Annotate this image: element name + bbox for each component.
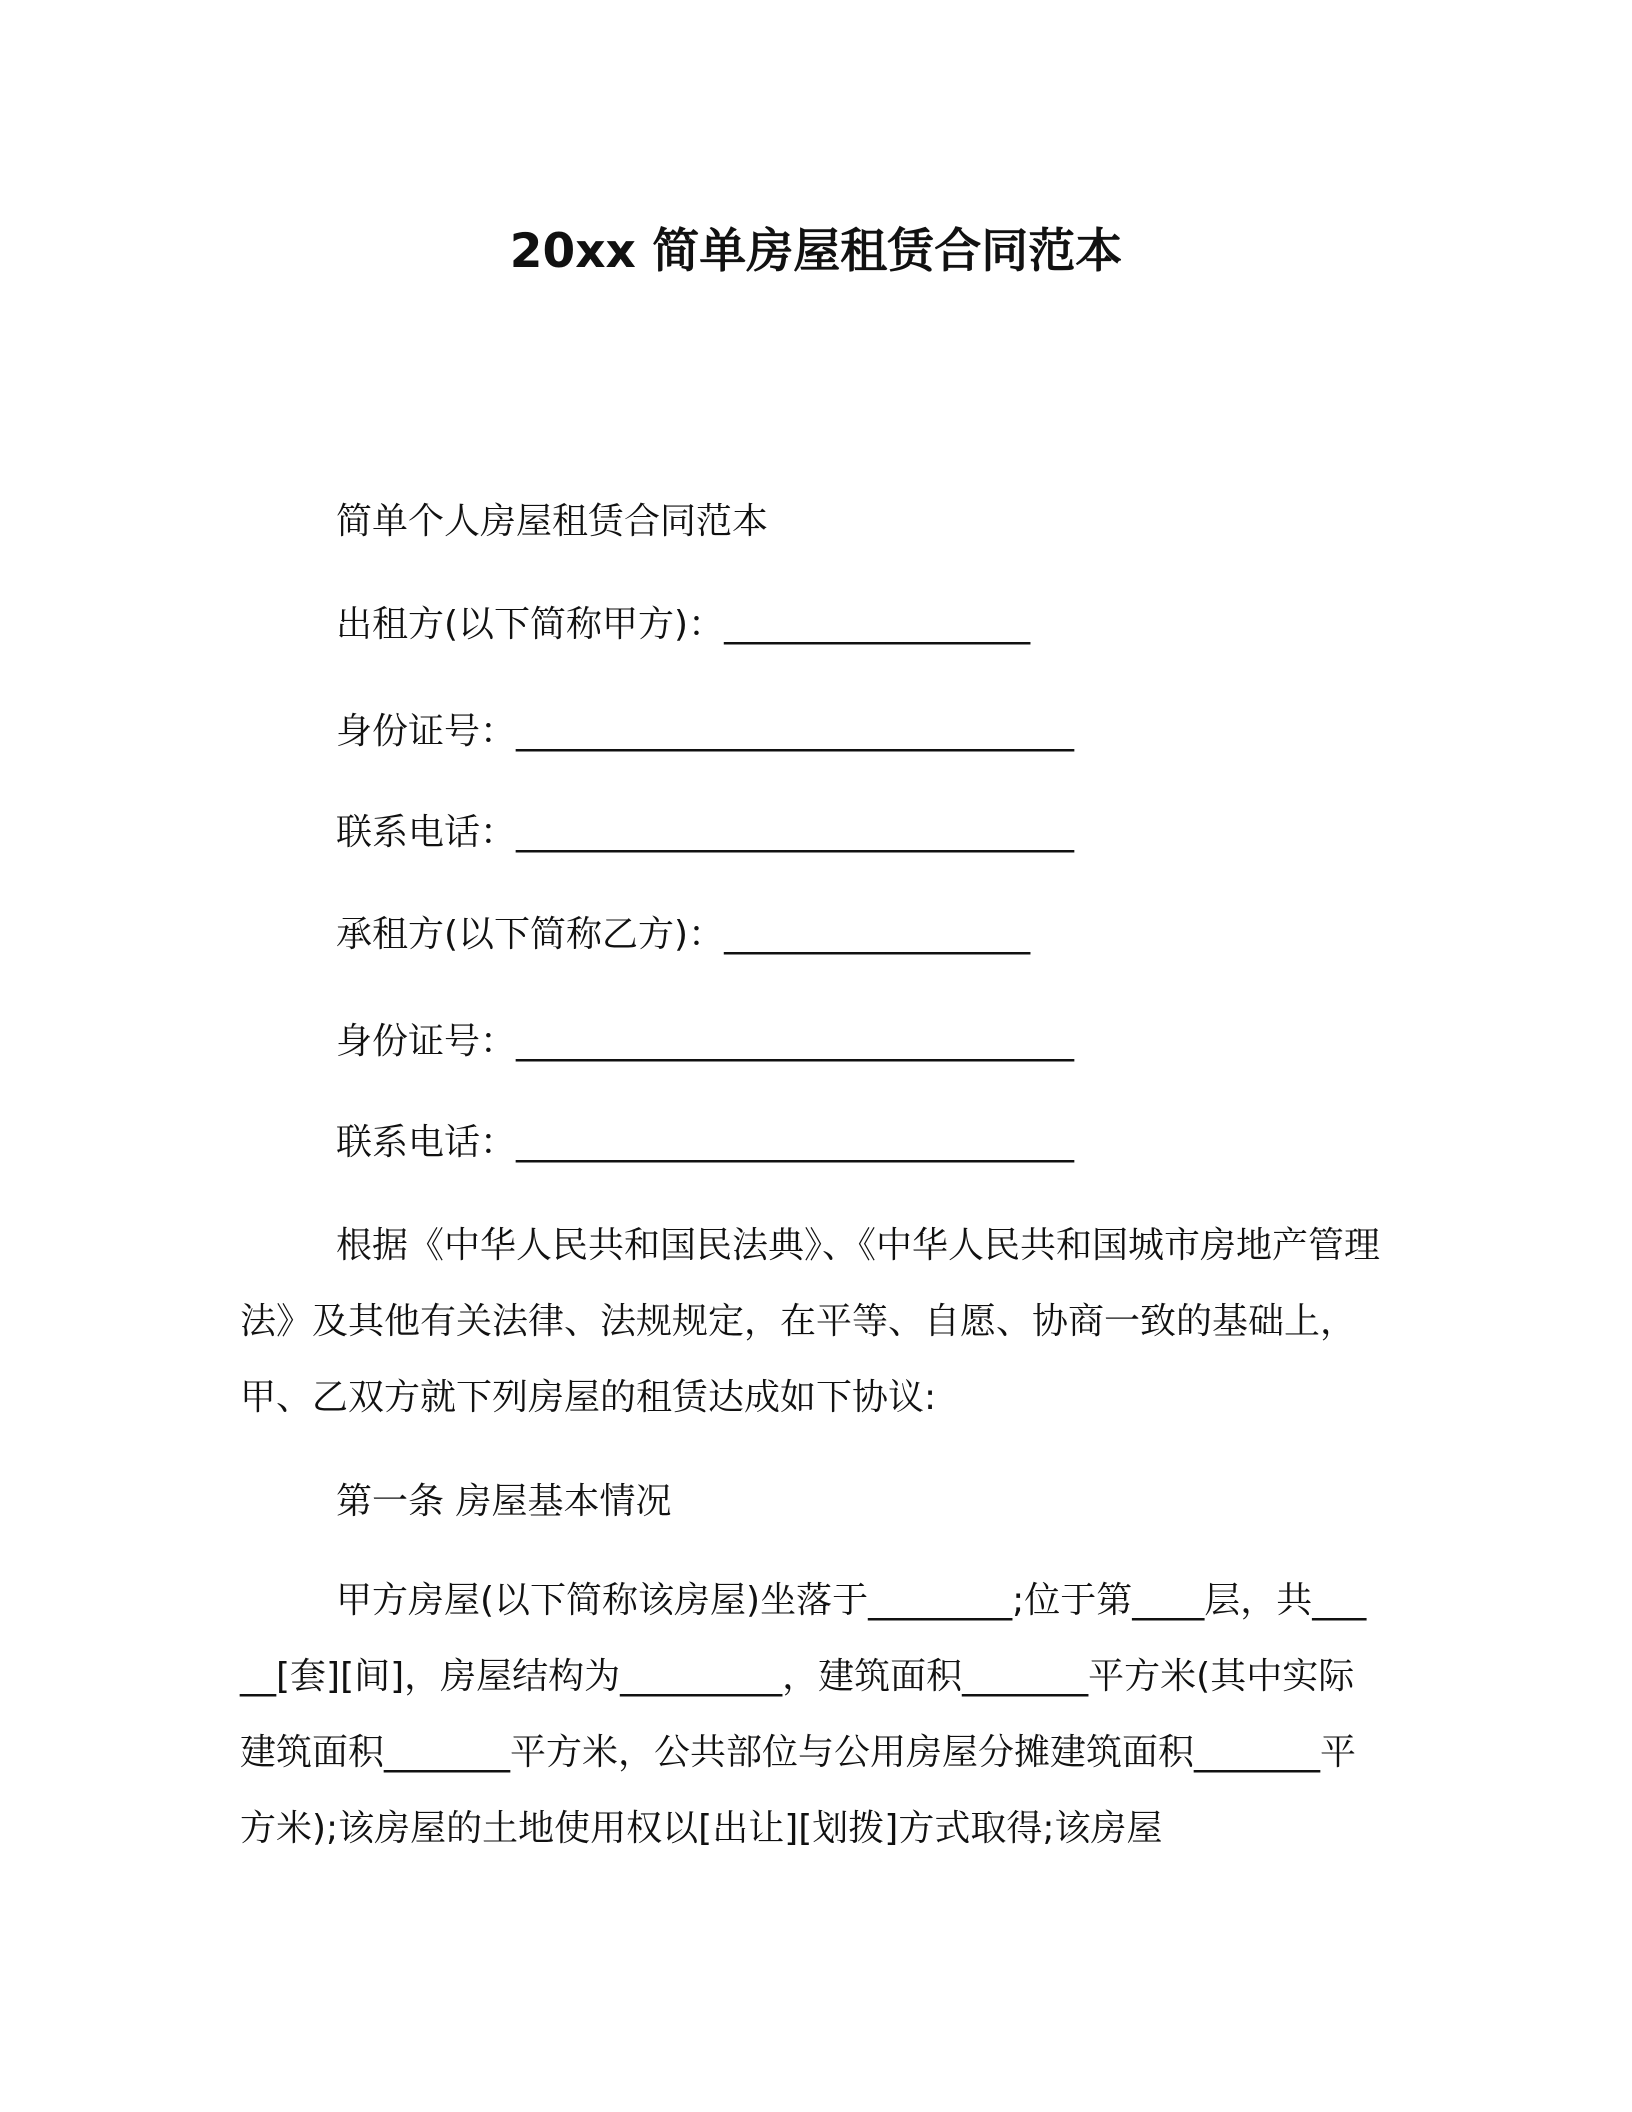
- lessee-field: 承租方(以下简称乙方)：_________________: [336, 914, 1031, 955]
- article-1-body: 甲方房屋(以下简称该房屋)坐落于________;位于第____层，共_____[套][间]，房屋结构为_________，建筑面积_______平方米(其中实际建筑面积_______平方米，公共部位与公用房屋分摊建筑面积_______平方米);该房屋的土地使用权以[出让][划拨]方式取得;该房屋: [240, 1580, 1367, 1849]
- intro-paragraph: 根据《中华人民共和国民法典》、《中华人民共和国城市房地产管理法》及其他有关法律、法规规定，在平等、自愿、协商一致的基础上，甲、乙双方就下列房屋的租赁达成如下协议:: [240, 1225, 1381, 1418]
- subtitle: 简单个人房屋租赁合同范本: [336, 501, 769, 542]
- lessor-field: 出租方(以下简称甲方)：_________________: [336, 604, 1031, 645]
- document-title: 20xx 简单房屋租赁合同范本: [509, 224, 1123, 279]
- lessee-phone-field: 联系电话：_______________________________: [336, 1122, 1075, 1163]
- article-1-heading: 第一条 房屋基本情况: [336, 1481, 672, 1522]
- lessee-id-field: 身份证号：_______________________________: [336, 1021, 1075, 1062]
- lessor-id-field: 身份证号：_______________________________: [336, 711, 1075, 752]
- lessor-phone-field: 联系电话：_______________________________: [336, 812, 1075, 853]
